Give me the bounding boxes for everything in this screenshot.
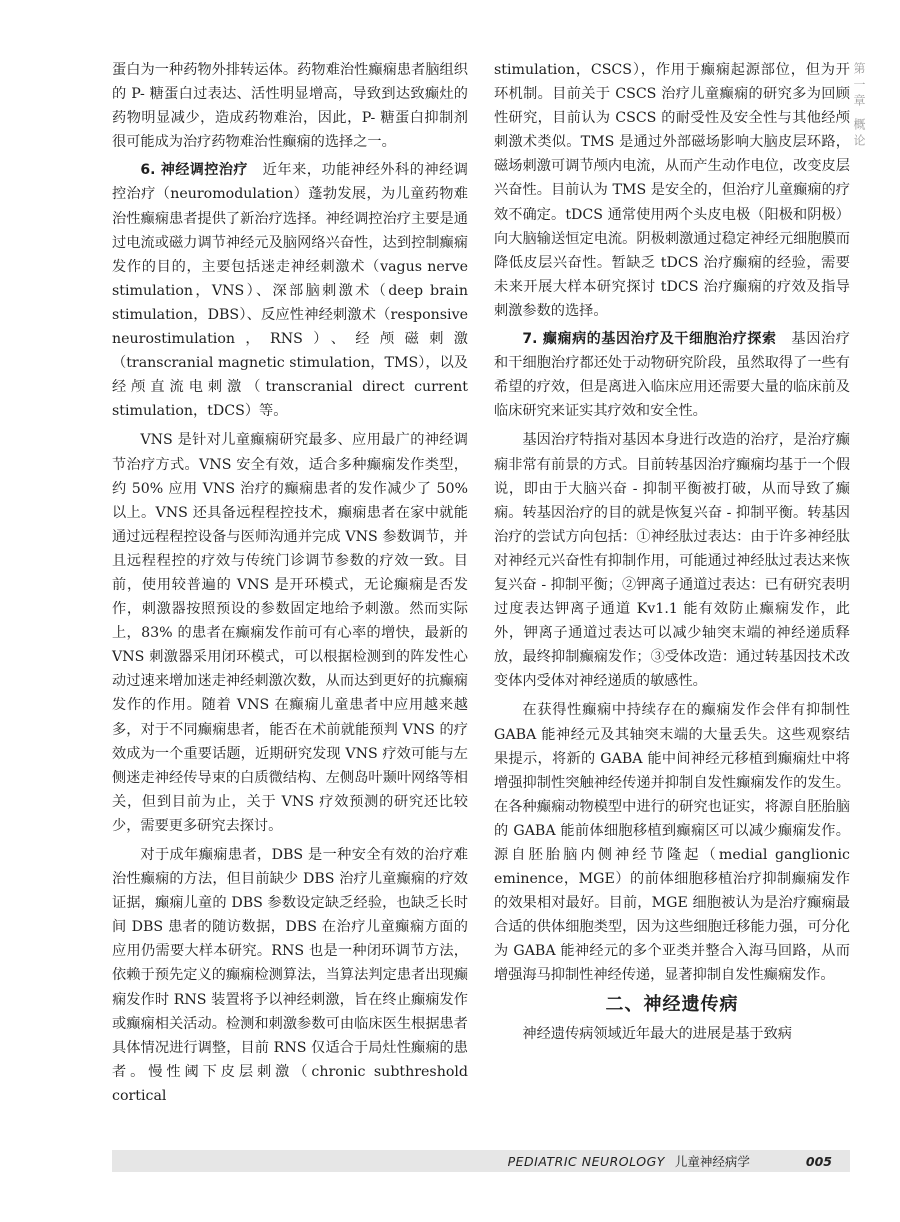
paragraph: VNS 是针对儿童癫痫研究最多、应用最广的神经调节治疗方式。VNS 安全有效，适合多种癫痫发作类型，约 50% 应用 VNS 治疗的癫痫患者的发作减少了 50% 以上。VNS 还具备远程程控技术，癫痫患者在家中就能通过远程程控设备与医师沟通并完成 VNS 参数调节，并且远程程控的疗效与传统门诊调节参数的疗效一致。目前，使用较普遍的 VNS 是开环模式，无论癫痫是否发作，刺激器按照预设的参数固定地给予刺激。然而实际上，83% 的患者在癫痫发作前可有心率的增快，最新的 VNS 刺激器采用闭环模式，可以根据检测到的阵发性心动过速来增加迷走神经刺激次数，从而达到更好的抗癫痫发作的作用。随着 VNS 在癫痫儿童患者中应用越来越多，对于不同癫痫患者，能否在术前就能预判 VNS 的疗效成为一个重要话题，近期研究发现 VNS 疗效可能与左侧迷走神经传导束的白质微结构、左侧岛叶颞叶网络等相关，但到目前为止，关于 VNS 疗效预测的研究还比较少，需要更多研究去探讨。: [112, 432, 468, 834]
subsection-heading: 6. 神经调控治疗: [140, 162, 248, 179]
paragraph-text: 基因治疗和干细胞治疗都还处于动物研究阶段，虽然取得了一些有希望的疗效，但是离进入临床应用还需要大量的临床前及临床研究来证实其疗效和安全性。: [494, 331, 850, 420]
page-number: 005: [805, 1153, 832, 1169]
left-column: [112, 58, 468, 1108]
subsection-heading: 7. 癫痫病的基因治疗及干细胞治疗探索: [522, 331, 777, 348]
paragraph: 基因治疗特指对基因本身进行改造的治疗，是治疗癫痫非常有前景的方式。目前转基因治疗癫痫均基于一个假说，即由于大脑兴奋 - 抑制平衡被打破，从而导致了癫痫。转基因治疗的目的就是恢复兴奋 - 抑制平衡。转基因治疗的尝试方向包括：①神经肽过表达：由于许多神经肽对神经元兴奋性有抑制作用，可能通过神经肽过表达来恢复兴奋 - 抑制平衡；②钾离子通道过表达：已有研究表明过度表达钾离子通道 Kv1.1 能有效防止癫痫发作，此外，钾离子通道过表达可以减少轴突末端的神经递质释放，最终抑制癫痫发作；③受体改造：通过转基因技术改变体内受体对神经递质的敏感性。: [494, 432, 850, 690]
paragraph: 在获得性癫痫中持续存在的癫痫发作会伴有抑制性 GABA 能神经元及其轴突末端的大量丢失。这些观察结果提示，将新的 GABA 能中间神经元移植到癫痫灶中将增强抑制性突触神经传递并抑制自发性癫痫发作的发生。在各种癫痫动物模型中进行的研究也证实，将源自胚胎脑的 GABA 能前体细胞移植到癫痫区可以减少癫痫发作。源自胚胎脑内侧神经节隆起（medial ganglionic eminence，MGE）的前体细胞移植治疗抑制癫痫发作的效果相对最好。目前，MGE 细胞被认为是治疗癫痫最合适的供体细胞类型，因为这些细胞迁移能力强，可分化为 GABA 能神经元的多个亚类并整合入海马回路，从而增强海马抑制性神经传递，显著抑制自发性癫痫发作。: [494, 702, 850, 984]
paragraph-text: 近年来，功能神经外科的神经调控治疗（neuromodulation）蓬勃发展，为儿童药物难治性癫痫患者提供了新治疗选择。神经调控治疗主要是通过电流或磁力调节神经元及脑网络兴奋性，达到控制癫痫发作的目的，主要包括迷走神经刺激术（vagus nerve stimulation，VNS）、深部脑刺激术（deep brain stimulation，DBS）、反应性神经刺激术（responsive neurostimulation，RNS）、经颅磁刺激（transcranial magnetic stimulation，TMS），以及经颅直流电刺激（transcranial direct current stimulation，tDCS）等。: [112, 162, 468, 420]
journal-title-en: PEDIATRIC NEUROLOGY: [507, 1153, 665, 1169]
paragraph-gene-therapy: [494, 327, 850, 423]
paragraph: 蛋白为一种药物外排转运体。药物难治性癫痫患者脑组织的 P- 糖蛋白过表达、活性明显增高，导致到达致癫灶的药物明显减少，造成药物难治，因此，P- 糖蛋白抑制剂很可能成为治疗药物难治性癫痫的选择之一。: [112, 62, 468, 151]
right-column: [494, 58, 850, 1046]
chapter-side-tab: 第一章 概论: [852, 62, 866, 150]
page-footer: [112, 1150, 850, 1172]
paragraph-neuromodulation: [112, 158, 468, 423]
paragraph: stimulation，CSCS），作用于癫痫起源部位，但为开环机制。目前关于 CSCS 治疗儿童癫痫的研究多为回顾性研究，目前认为 CSCS 的耐受性及安全性与其他经颅刺激术类似。TMS 是通过外部磁场影响大脑皮层环路，磁场刺激可调节颅内电流，从而产生动作电位，改变皮层兴奋性。目前认为 TMS 是安全的，但治疗儿童癫痫的疗效不确定。tDCS 通常使用两个头皮电极（阳极和阴极）向大脑输送恒定电流。阴极刺激通过稳定神经元细胞膜而降低皮层兴奋性。暂缺乏 tDCS 治疗癫痫的经验，需要未来开展大样本研究探讨 tDCS 治疗癫痫的疗效及指导刺激参数的选择。: [494, 62, 850, 319]
section-title: 二、神经遗传病: [605, 993, 739, 1015]
journal-title-zh: 儿童神经病学: [674, 1154, 750, 1169]
paragraph: 神经遗传病领域近年最大的进展是基于致病: [522, 1025, 792, 1042]
paragraph: 对于成年癫痫患者，DBS 是一种安全有效的治疗难治性癫痫的方法，但目前缺少 DBS 治疗儿童癫痫的疗效证据，癫痫儿童的 DBS 参数设定缺乏经验，也缺乏长时间 DBS 患者的随访数据，DBS 在治疗儿童癫痫方面的应用仍需要大样本研究。RNS 也是一种闭环调节方法，依赖于预先定义的癫痫检测算法，当算法判定患者出现癫痫发作时 RNS 装置将予以神经刺激，旨在终止癫痫发作或癫痫相关活动。检测和刺激参数可由临床医生根据患者具体情况进行调整，目前 RNS 仅适合于局灶性癫痫的患者。慢性阈下皮层刺激（chronic subthreshold cortical: [112, 847, 468, 1104]
